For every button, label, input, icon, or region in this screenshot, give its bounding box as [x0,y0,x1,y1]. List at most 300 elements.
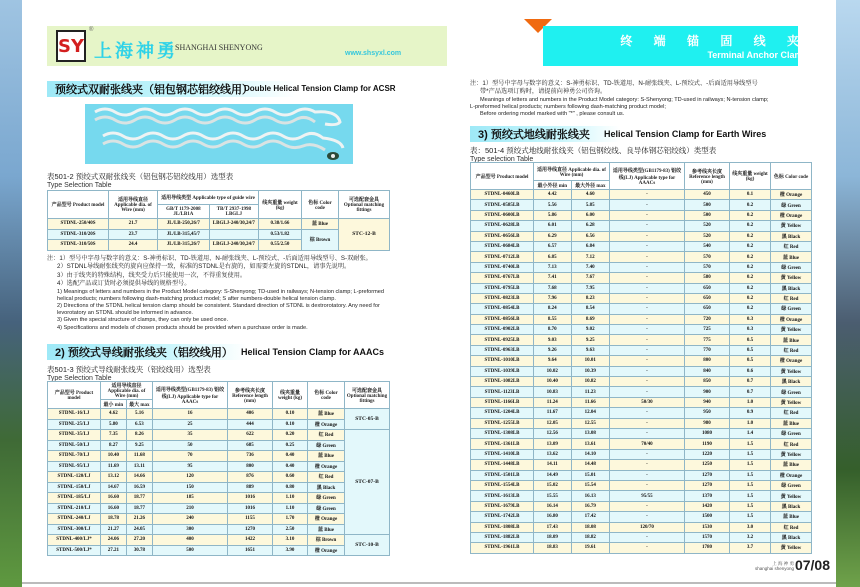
cell-color: 红 Red [771,345,812,355]
table-row [471,356,812,366]
cell-type: - [610,252,685,262]
col-guide-a: GB/T 1179-2008 JL/LB1A [158,205,210,219]
table-row [471,314,812,324]
table-row [471,252,812,262]
table501-4-body [471,190,812,554]
cell-min: 5.86 [534,210,572,220]
cell-model: STDNL-250/40S [48,219,109,230]
cell-weight: 1.10 [273,493,308,504]
cell-length: 725 [685,325,730,335]
note-en-3: 3) Given the special structure of clamps, they can only be used once. [57,317,229,324]
cell-type: - [610,325,685,335]
cell-length: 1780 [685,543,730,553]
section2-title-cn: 2) 预绞式导线耐张线夹（铝绞线用） [55,347,233,359]
cell-length: 1080 [685,428,730,438]
cell-min: 12.56 [534,428,572,438]
cell-min: 6.85 [534,252,572,262]
cell-weight: 0.6 [730,366,771,376]
cell-color: 黄 Yellow [771,491,812,501]
cell-min: 10.83 [534,387,572,397]
cell-length: 580 [685,273,730,283]
cell-weight: 0.2 [730,210,771,220]
cell-weight: 0.2 [730,262,771,272]
footer-brand [755,561,794,571]
note-cn-3: 3）由于线夹的特殊结构，线夹受力后只能使用一次，不得重复使用。 [57,271,247,279]
table-row [471,532,812,542]
cell-guide-b: LBGLJ-240/30,24/7 [209,240,258,251]
cell-max: 5.85 [571,200,609,210]
cell-min: 16.60 [101,493,127,504]
cell-type: - [610,418,685,428]
cell-weight: 1.5 [730,460,771,470]
cell-model: STDNL-1882LB [471,532,534,542]
cell-max: 12.55 [571,418,609,428]
cell-max: 8.69 [571,314,609,324]
col-dia: 适用导线直径 Applicable dia. of Wire (mm) [534,163,610,181]
cell-max: 7.67 [571,273,609,283]
brand-url: www.shsyxl.com [345,50,402,57]
cell-length: 1155 [228,514,273,525]
cell-min: 7.35 [101,430,127,441]
cell-model: STDNL-120/LJ [48,472,101,483]
cell-max: 15.01 [571,470,609,480]
cell-min: 15.55 [534,491,572,501]
cell-color: 红 Red [771,293,812,303]
table501-3-body [48,409,390,556]
cell-model: STDNL-1010LB [471,356,534,366]
logo-glyph: SY [58,35,84,57]
col-type: 适用导线类型(GB1179-83) 铝绞线(LJ) Applicable type for AAACs [153,382,228,409]
cell-length: 540 [685,241,730,251]
cell-type: - [610,210,685,220]
note-cn-4: 4）选配产品或订货时必须提供导线的规格型号。 [57,280,191,288]
cell-length: 1570 [685,532,730,542]
cell-color: 黑 Black [308,482,345,493]
cell-weight: 0.1 [730,190,771,200]
cell-max: 9.63 [571,345,609,355]
cell-max: 6.00 [571,210,609,220]
cell-color: 蓝 Blue [771,252,812,262]
cell-weight: 0.9 [730,408,771,418]
cell-color: 黑 Black [771,283,812,293]
cell-min: 18.78 [101,514,127,525]
table-row [48,430,390,441]
cell-color: 绿 Green [771,304,812,314]
cell-color: 蓝 Blue [771,512,812,522]
cell-length: 685 [228,440,273,451]
cell-model: STDNL-1742LB [471,512,534,522]
cell-type: 70 [153,451,228,462]
table-row [48,482,390,493]
cell-length: 980 [685,418,730,428]
cell-length: 500 [685,210,730,220]
cell-model: STDNL-1961LB [471,543,534,553]
cell-model: STDNL-185/LJ [48,493,101,504]
col-color: 色标 Color code [308,382,345,409]
cell-weight: 1.5 [730,480,771,490]
col-min: 最小 min [101,400,127,409]
cell-max: 14.10 [571,449,609,459]
cell-guide-b [209,229,258,240]
cell-model: STDNL-0684LB [471,241,534,251]
cell-model: STDNL-1501LB [471,470,534,480]
cell-model: STDNL-0823LB [471,293,534,303]
cell-length: 1500 [685,512,730,522]
table-row [471,293,812,303]
cell-type: - [610,262,685,272]
cell-color: 橙 Orange [308,545,345,556]
cell-max: 21.26 [126,514,152,525]
cell-color: 绿 Green [771,262,812,272]
cell-weight: 0.38/1.66 [259,219,302,230]
cell-weight: 0.2 [730,293,771,303]
cell-fittings: STC-12-B [339,219,390,251]
cell-length: 1250 [685,460,730,470]
cell-min: 21.27 [101,524,127,535]
cell-dia: 21.7 [109,219,158,230]
section3-title [470,126,620,142]
cell-model: STDNL-310/20S [48,229,109,240]
cell-color: 绿 Green [308,440,345,451]
cell-model: STDNL-310/50S [48,240,109,251]
cell-weight: 0.40 [273,461,308,472]
section2-title [47,344,247,360]
table501-2 [47,190,390,251]
cell-length: 500 [685,200,730,210]
col-weight: 线夹重量 weight (kg) [730,163,771,190]
cell-length: 840 [685,366,730,376]
cell-max: 7.12 [571,252,609,262]
cell-weight: 3.7 [730,543,771,553]
col-color: 色标 Color code [771,163,812,190]
cell-color: 黄 Yellow [771,221,812,231]
cell-max: 30.78 [126,545,152,556]
cell-max: 9.02 [571,325,609,335]
cell-min: 7.68 [534,283,572,293]
cell-length: 406 [228,409,273,420]
cell-type: - [610,190,685,200]
table501-4-caption-cn: 表：501-4 预绞式地线耐张线夹（铝包钢绞线、良导体钢芯铝绞线）类型表 [470,146,717,155]
cell-type: - [610,231,685,241]
cell-model: STDNL-95/LJ [48,461,101,472]
cell-color: 橙 Orange [771,314,812,324]
table-row [471,335,812,345]
table501-2-caption [47,171,233,189]
table-row [471,428,812,438]
cell-length: 520 [685,221,730,231]
col-dia: 适用导线直径 Applicable dia. of Wire (mm) [109,191,158,219]
cell-weight: 3.2 [730,532,771,542]
cell-weight: 1.0 [730,418,771,428]
cell-type: - [610,335,685,345]
cell-color: 黄 Yellow [771,397,812,407]
table-row [48,493,390,504]
cell-color: 黑 Black [771,377,812,387]
cell-min: 10.40 [101,451,127,462]
cell-max: 13.08 [571,428,609,438]
cell-type: - [610,345,685,355]
col-length: 参考线夹长度 Reference length (mm) [685,163,730,190]
cell-min: 7.96 [534,293,572,303]
cell-type: - [610,449,685,459]
table-row [48,461,390,472]
cell-length: 1530 [685,522,730,532]
cell-min: 17.43 [534,522,572,532]
cell-type: - [610,428,685,438]
cell-length: 1270 [228,524,273,535]
cell-weight: 0.53/1.82 [259,229,302,240]
table-row [471,522,812,532]
cell-model: STDNL-1554LB [471,480,534,490]
cell-min: 8.55 [534,314,572,324]
cell-length: 1420 [685,501,730,511]
cell-min: 13.09 [534,439,572,449]
table-row [471,408,812,418]
table-row [471,304,812,314]
table-row [471,366,812,376]
cell-weight: 1.5 [730,449,771,459]
table-row [471,210,812,220]
cell-type: 16 [153,409,228,420]
table501-2-caption-en: Type Selection Table [47,182,112,189]
cell-min: 7.41 [534,273,572,283]
cell-model: STDNL-25/LJ [48,419,101,430]
cell-weight: 3.10 [273,535,308,546]
cell-model: STDNL-0585LB [471,200,534,210]
col-weight: 线夹重量 weight (kg) [273,382,308,409]
cell-max: 18.08 [571,522,609,532]
cell-color: 黄 Yellow [771,273,812,283]
section3-title-en: Helical Tension Clamp for Earth Wires [604,129,767,139]
cell-max: 4.60 [571,190,609,200]
cell-length: 1270 [685,480,730,490]
cell-color: 红 Red [771,241,812,251]
table-row [48,219,390,230]
cell-type: 300 [153,524,228,535]
cell-weight: 0.7 [730,377,771,387]
cell-color: 蓝 Blue [771,335,812,345]
cell-color: 红 Red [771,522,812,532]
cell-type: - [610,221,685,231]
table-row [471,221,812,231]
cell-color: 红 Red [308,430,345,441]
cell-color: 绿 Green [308,493,345,504]
table-row [471,190,812,200]
cell-min: 18.83 [534,543,572,553]
cell-model: STDNL-0963LB [471,345,534,355]
cell-min: 14.11 [534,460,572,470]
cell-model: STDNL-1204LB [471,408,534,418]
cell-type: 25 [153,419,228,430]
cell-model: STDNL-150/LJ [48,482,101,493]
col-guide-b: TB/T 2937-1998 LBGLJ [209,205,258,219]
page-number: 07/08 [794,557,830,573]
table-row [48,514,390,525]
cell-length: 520 [685,231,730,241]
cell-min: 9.26 [534,345,572,355]
cell-type: - [610,501,685,511]
cell-max: 6.28 [571,221,609,231]
cell-model: STDNL-210/LJ [48,503,101,514]
cell-model: STDNL-1361LB [471,439,534,449]
cell-model: STDNL-0628LB [471,221,534,231]
cell-color: 绿 Green [771,428,812,438]
cell-type: - [610,200,685,210]
table-row [48,440,390,451]
cell-min: 16.14 [534,501,572,511]
cell-max: 18.82 [571,532,609,542]
cell-model: STDNL-50/LJ [48,440,101,451]
table-row [48,524,390,535]
cell-weight: 0.2 [730,221,771,231]
cell-weight: 0.5 [730,345,771,355]
col-fittings: 可选配套金具 Optional matching fittings [345,382,390,409]
cell-color: 黄 Yellow [771,543,812,553]
cell-model: STDNL-400/LJ* [48,535,101,546]
cell-type: - [610,273,685,283]
footer-brand-en: shanghai shenyong [754,566,794,571]
cell-type: - [610,543,685,553]
cell-weight: 0.5 [730,356,771,366]
section2-title-en: Helical Tension Clamp for AAACs [241,347,385,357]
cell-type: 210 [153,503,228,514]
cell-max: 16.79 [571,501,609,511]
cell-fittings: STC-10-B [345,535,390,556]
cell-type: - [610,387,685,397]
cell-color: 蓝 Blue [771,418,812,428]
cell-color: 黄 Yellow [771,449,812,459]
col-type: 适用导线类型(GB1179-83) 铝绞线(LJ) Applicable type for AAACs [610,163,685,190]
cell-type: 400 [153,535,228,546]
cell-type: 70/40 [610,439,685,449]
cell-weight: 1.5 [730,512,771,522]
cell-length: 950 [685,408,730,418]
cell-model: STDNL-1808LB [471,522,534,532]
table-row [48,535,390,546]
cell-weight: 0.60 [273,472,308,483]
table-row [471,273,812,283]
table-row [471,480,812,490]
right-note-en-1: Meanings of letters and numbers in the Product Model category: S-Shenyong; TD-used in railways; N-tension clamp; [480,96,769,103]
cell-min: 16.60 [101,503,127,514]
cell-color: 黄 Yellow [771,366,812,376]
table-row [471,501,812,511]
note-cn-1: 注：1）型号中字母与数字的意义：S-神勇标识、TD-铁道用、N-耐张线夹、L-预绞式、-后面适用导线型号、S-双耐张。 [47,255,372,262]
brand-logo [56,30,86,62]
cell-type: 500 [153,545,228,556]
category-title-en: Terminal Anchor Clamp [707,50,808,60]
cell-weight: 3.0 [730,522,771,532]
col-dia: 适用导线直径 Applicable dia. of Wire (mm) [101,382,153,400]
cell-length: 940 [685,397,730,407]
cell-length: 570 [685,262,730,272]
cell-model: STDNL-300/LJ [48,524,101,535]
cell-model: STDNL-35/LJ [48,430,101,441]
cell-weight: 3.90 [273,545,308,556]
helical-rod-illustration [85,104,353,164]
cell-max: 14.48 [571,460,609,470]
cell-max: 5.16 [126,409,152,420]
cell-weight: 0.2 [730,273,771,283]
cell-min: 14.49 [534,470,572,480]
cell-max: 15.54 [571,480,609,490]
cell-min: 18.09 [534,532,572,542]
cell-min: 9.03 [534,335,572,345]
cell-model: STDNL-1679LB [471,501,534,511]
cell-weight: 0.2 [730,231,771,241]
cell-weight: 2.50 [273,524,308,535]
cell-color: 红 Red [771,439,812,449]
cell-dia: 23.7 [109,229,158,240]
table-row [48,451,390,462]
note-en-2: 2) Directions of the STDNL helical tension clamp should be consistent. Standard direction of STDNL is dextrorotatory. Any need for levorotatory an STDNL should be informed in advance. [57,303,380,317]
section1-notes [47,255,397,332]
registered-mark: ® [89,27,94,33]
cell-max: 10.39 [571,366,609,376]
cell-min: 6.01 [534,221,572,231]
cell-min: 5.56 [534,200,572,210]
cell-max: 8.54 [571,304,609,314]
cell-weight: 0.5 [730,335,771,345]
cell-type: - [610,460,685,470]
cell-weight: 0.2 [730,200,771,210]
cell-max: 7.40 [571,262,609,272]
table-row [471,200,812,210]
table-row [471,387,812,397]
cell-max: 9.25 [126,440,152,451]
table501-3-caption-cn: 表501-3 预绞式导线耐张线夹（铝绞线用）选型表 [47,365,211,374]
table501-4-caption [470,145,716,163]
cell-color: 蓝 Blue [771,460,812,470]
cell-min: 13.62 [534,449,572,459]
cell-color: 橙 Orange [308,461,345,472]
cell-max: 11.23 [571,387,609,397]
cell-color: 橙 Orange [308,514,345,525]
col-model: 产品型号 Product model [48,382,101,409]
cell-type: - [610,304,685,314]
cell-weight: 0.20 [273,430,308,441]
cell-max: 16.13 [571,491,609,501]
cell-max: 17.42 [571,512,609,522]
cell-length: 876 [228,472,273,483]
cell-min: 11.69 [101,461,127,472]
cell-type: - [610,366,685,376]
cell-min: 7.13 [534,262,572,272]
cell-model: STDNL-0767LB [471,273,534,283]
table-row [48,472,390,483]
cell-min: 8.24 [534,304,572,314]
cell-type: - [610,356,685,366]
cell-max: 24.05 [126,524,152,535]
cell-weight: 0.55/2.50 [259,240,302,251]
cell-model: STDNL-1255LB [471,418,534,428]
cell-length: 650 [685,293,730,303]
cell-model: STDNL-1448LB [471,460,534,470]
cell-weight: 0.2 [730,304,771,314]
cell-type: 50/30 [610,397,685,407]
cell-length: 1651 [228,545,273,556]
cell-weight: 1.0 [730,397,771,407]
cell-model: STDNL-1039LB [471,366,534,376]
table-row [471,231,812,241]
cell-length: 736 [228,451,273,462]
cell-model: STDNL-0856LB [471,314,534,324]
col-model: 产品型号 Product model [471,163,534,190]
table-row [48,409,390,420]
cell-max: 12.04 [571,408,609,418]
cell-weight: 0.40 [273,451,308,462]
cell-length: 889 [228,482,273,493]
